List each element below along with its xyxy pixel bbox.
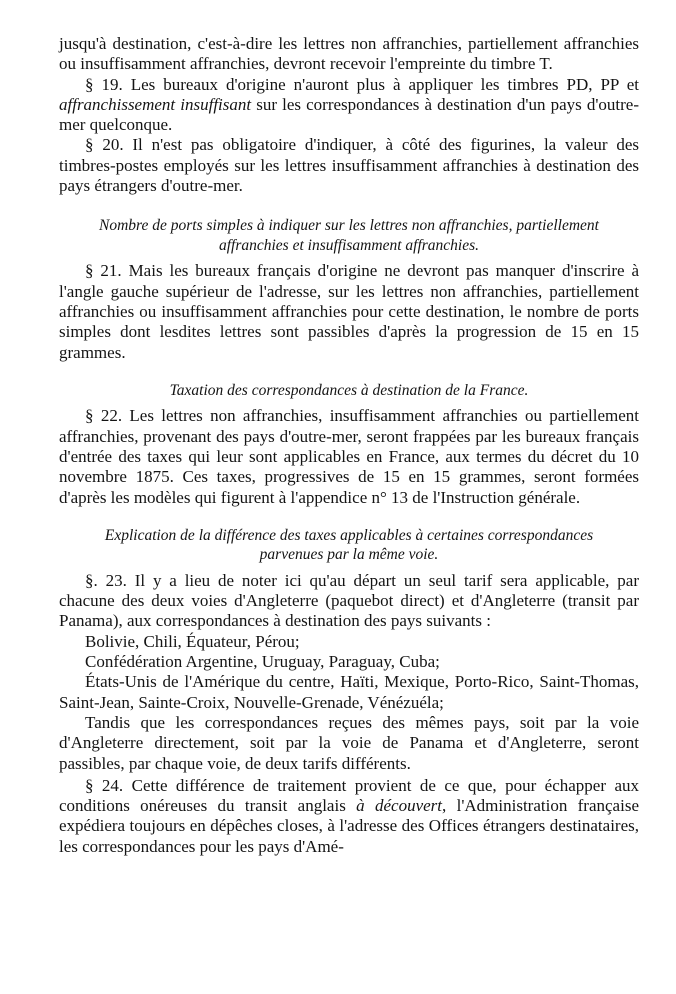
section-heading-taxation: Taxation des correspondances à destination de la France. [169,381,529,399]
paragraph-24-text-a: § 24. Cette différence de traitement provient de ce que, pour échapper aux conditions onéreuses du transit anglais [59,775,639,816]
paragraph-21: § 21. Mais les bureaux français d'origine ne devront pas manquer d'inscrire à l'angle gauche supérieur de l'adresse, sur les lettres non affranchies, partiellement affranchies ou insuffisamment affranchies pour cette destination, le nombre de ports simples dont lesdites lettres sont passibles d'après la progression de 15 en 15 grammes. [59,261,639,362]
country-list-item: États-Unis de l'Amérique du centre, Haïti, Mexique, Porto-Rico, Saint-Thomas, Saint-Jean, Sainte-Croix, Nouvelle-Grenade, Vénézuéla; [59,672,639,712]
country-list-item: Bolivie, Chili, Équateur, Pérou; [85,631,300,651]
paragraph-19-emphasis: affranchissement insuffisant [59,94,252,114]
paragraph-20: § 20. Il n'est pas obligatoire d'indiquer, à côté des figurines, la valeur des timbres-postes employés sur les lettres insuffisamment affranchies à destination des pays étrangers d'outre-mer. [59,135,639,196]
paragraph-24 [59,776,639,857]
paragraph-19-text-b: sur les correspondances à destination d'un pays d'outre-mer quelconque. [59,94,640,135]
paragraph-continuation: jusqu'à destination, c'est-à-dire les lettres non affranchies, partiellement affranchies ou insuffisamment affranchies, devront recevoir l'empreinte du timbre T. [59,34,639,74]
document-page [59,34,639,857]
paragraph-22: § 22. Les lettres non affranchies, insuffisamment affranchies ou partiellement affranchies, provenant des pays d'outre-mer, seront frappées par les bureaux français d'entrée des taxes qui leur sont applicables en France, aux termes du décret du 10 novembre 1875. Ces taxes, progressives de 15 en 15 grammes, seront formées d'après les modèles qui figurent à l'appendice n° 13 de l'Instruction générale. [59,406,639,507]
paragraph-24-text-b: , l'Administration française expédiera toujours en dépêches closes, à l'adresse des Offices étrangers destinataires, les correspondances pour les pays d'Amé- [59,796,639,856]
paragraph-23-continuation: Tandis que les correspondances reçues des mêmes pays, soit par la voie d'Angleterre directement, soit par la voie de Panama et d'Angleterre, seront passibles, par chaque voie, de deux tarifs différents. [59,712,639,773]
paragraph-19-text-a: § 19. Les bureaux d'origine n'auront plus à appliquer les timbres PD, PP et [85,74,639,94]
section-heading-explication: Explication de la différence des taxes applicables à certaines correspondances parvenues par la même voie. [104,526,594,564]
paragraph-19 [59,75,639,136]
paragraph-24-emphasis: à découvert [356,796,443,816]
section-heading-ports: Nombre de ports simples à indiquer sur les lettres non affranchies, partiellement affranchies et insuffisamment affranchies. [99,217,599,254]
country-list-item: Confédération Argentine, Uruguay, Paraguay, Cuba; [85,652,440,672]
paragraph-23: §. 23. Il y a lieu de noter ici qu'au départ un seul tarif sera applicable, par chacune des deux voies d'Angleterre (paquebot direct) et d'Angleterre (transit par Panama), aux correspondances à destination des pays suivants : [59,570,639,631]
